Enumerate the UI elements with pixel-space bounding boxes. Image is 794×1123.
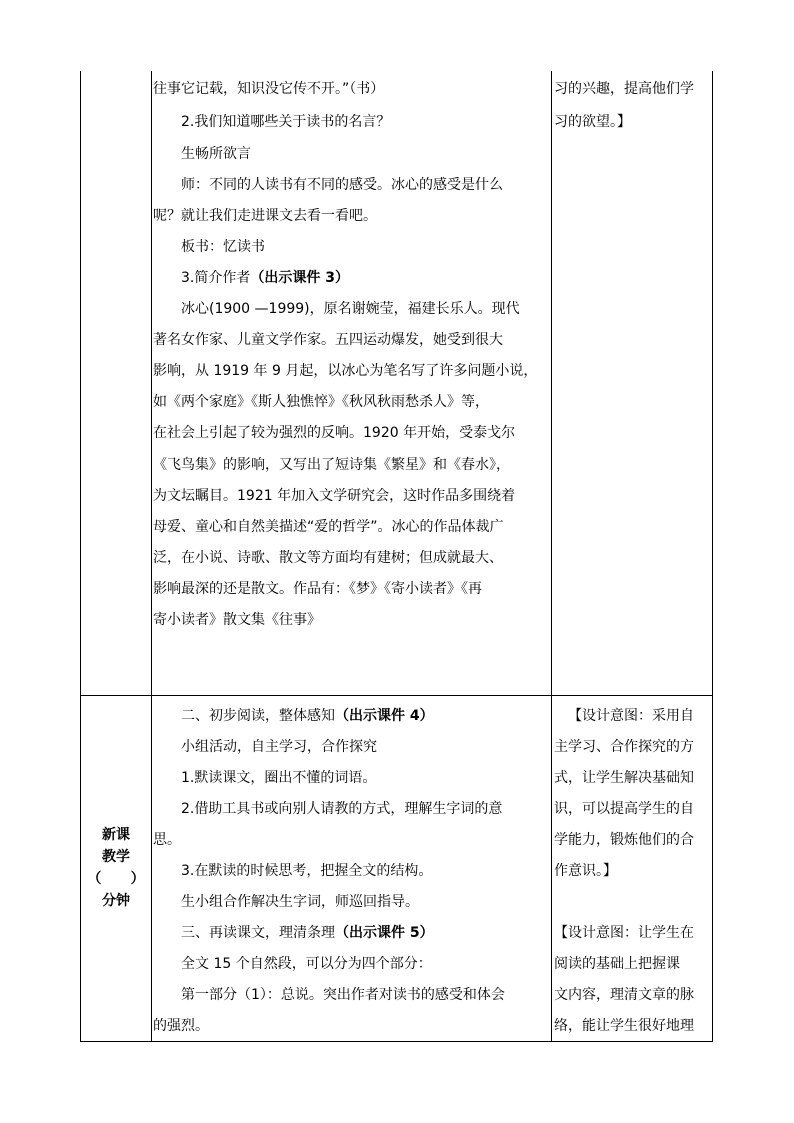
text-line: 全文 15 个自然段，可以分为四个部分： [181,956,432,972]
courseware-reference: （出示课件 4） [335,708,434,724]
section-heading: 三、再读课文，理清条理 [181,925,335,941]
text-line: 《飞鸟集》的影响，又写出了短诗集《繁星》和《春水》， [153,457,510,473]
text-line: 思。 [153,832,181,848]
section-label: 新课 [102,827,130,843]
text-line: 【设计意图：让学生在 [554,925,694,941]
duration-blank: （ ） [87,871,145,887]
text-line: 往事它记载，知识没它传不开。”（书） [153,81,385,97]
text-line: 冰心(1900 —1999)，原名谢婉莹，福建长乐人。现代 [181,301,520,317]
text-line: 为文坛瞩目。1921 年加入文学研究会，这时作品多围绕着 [153,488,516,504]
courseware-reference: （出示课件 5） [335,925,434,941]
text-line: 2.我们知道哪些关于读书的名言？ [181,114,391,130]
section-heading: 3.简介作者 [181,270,251,286]
text-line: 络，能让学生很好地理 [554,1018,694,1034]
text-line: 学能力，锻炼他们的合 [554,832,694,848]
text-line: 【设计意图：采用自 [568,708,694,724]
courseware-reference: （出示课件 3） [250,270,349,286]
text-line [181,923,434,943]
top-design-note-cell [552,71,712,695]
text-line [181,706,434,726]
section-label: 分钟 [102,893,130,909]
section-label-cell [81,696,151,1041]
text-line: 母爱、童心和自然美描述“爱的哲学”。冰心的作品体裁广 [153,519,504,535]
text-line: 阅读的基础上把握课 [554,956,680,972]
text-line: 如《两个家庭》《斯人独憔悴》《秋风秋雨愁杀人》等， [153,394,489,410]
text-line: 师：不同的人读书有不同的感受。冰心的感受是什么 [181,177,503,193]
top-content-cell [152,71,551,695]
section-heading: 二、初步阅读，整体感知 [181,708,335,724]
text-line: 在社会上引起了较为强烈的反响。1920 年开始，受泰戈尔 [153,425,516,441]
text-line: 习的欲望。】 [554,114,631,130]
text-line: 3.在默读的时候思考，把握全文的结构。 [181,863,433,879]
text-line: 的强烈。 [153,1018,209,1034]
text-line: 主学习、合作探究的方 [554,739,694,755]
text-line: 生小组合作解决生字词，师巡回指导。 [181,894,419,910]
text-line: 2.借助工具书或向别人请教的方式，理解生字词的意 [181,801,503,817]
text-line [181,268,349,288]
text-line: 寄小读者》散文集《往事》 [153,612,321,628]
lesson-plan-table [80,71,713,1042]
text-line: 影响，从 1919 年 9 月起，以冰心为笔名写了许多问题小说， [153,363,538,379]
table-border-bottom [80,1041,713,1042]
text-line: 第一部分（1）：总说。突出作者对读书的感受和体会 [181,987,505,1003]
text-line: 1.默读课文，圈出不懂的词语。 [181,770,377,786]
text-line: 著名女作家、儿童文学作家。五四运动爆发，她受到很大 [153,332,503,348]
bottom-design-note-cell [552,696,712,1041]
text-line: 板书：忆读书 [181,239,265,255]
text-line: 作意识。】 [554,863,617,879]
text-line: 生畅所欲言 [181,146,251,162]
bottom-content-cell [152,696,551,1041]
text-line: 小组活动，自主学习，合作探究 [181,739,377,755]
text-line: 识，可以提高学生的自 [554,801,694,817]
section-label: 教学 [102,849,130,865]
text-line: 文内容，理清文章的脉 [554,987,694,1003]
text-line: 泛，在小说、诗歌、散文等方面均有建树；但成就最大、 [153,550,503,566]
text-line: 习的兴趣，提高他们学 [554,81,694,97]
text-line: 呢？就让我们走进课文去看一看吧。 [153,208,377,224]
text-line: 影响最深的还是散文。作品有：《梦》《寄小读者》《再 [153,581,482,597]
table-border-right [712,71,713,1042]
text-line: 式，让学生解决基础知 [554,770,694,786]
